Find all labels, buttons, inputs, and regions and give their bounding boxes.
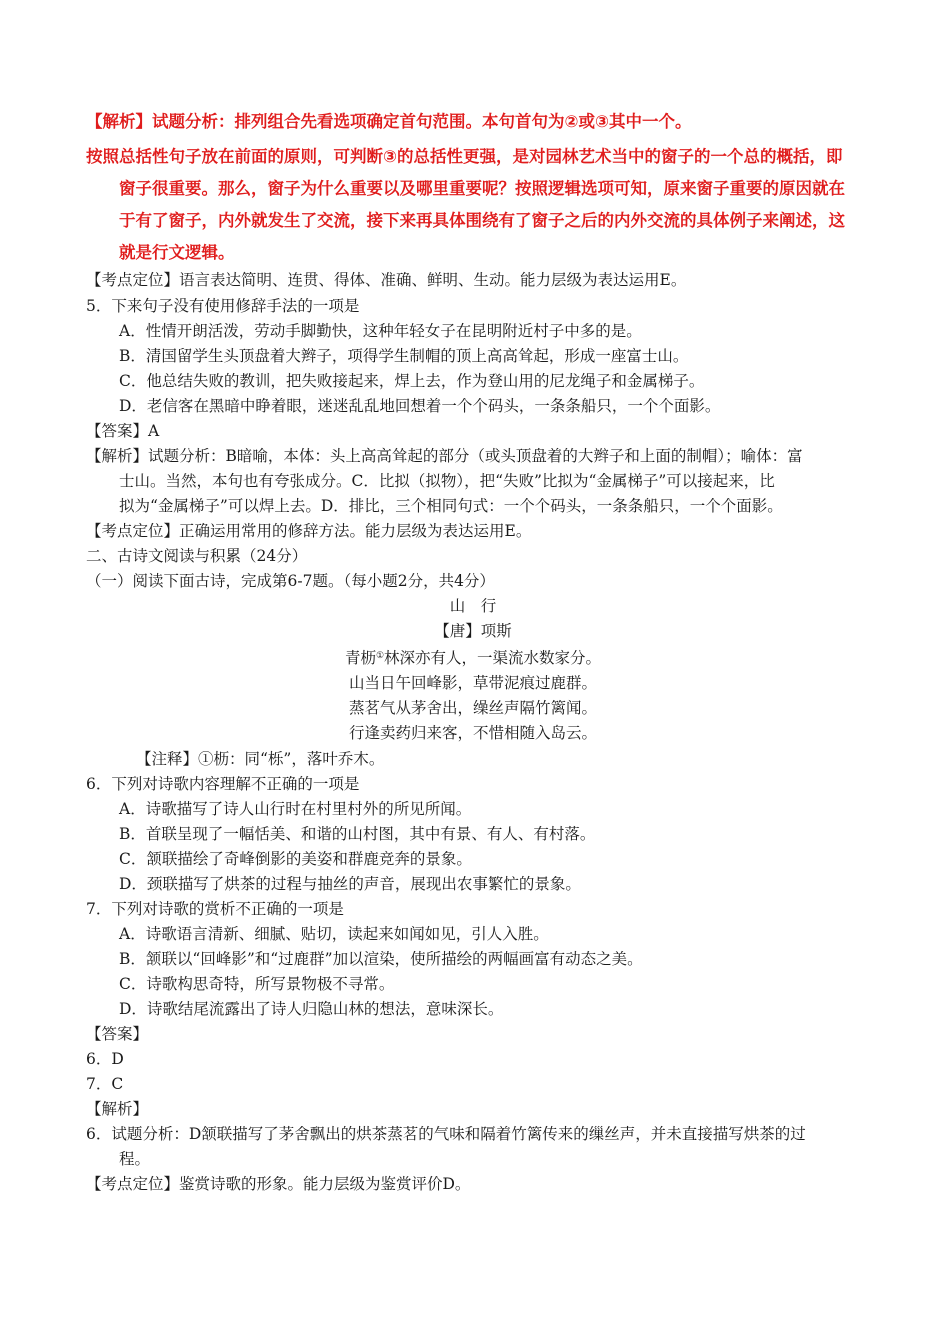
- analysis-prev-line-5: 就是行文逻辑。: [119, 243, 235, 262]
- q6-kaodian: 【考点定位】鉴赏诗歌的形象。能力层级为鉴赏评价D。: [86, 1175, 471, 1193]
- poem-title: 山 行: [449, 597, 497, 615]
- analysis-label: 【解析】: [86, 1100, 149, 1118]
- answer-7: 7．C: [86, 1075, 124, 1093]
- q5-analysis-line-2: 士山。当然，本句也有夸张成分。C．比拟（拟物），把“失败”比拟为“金属梯子”可以接起来，比: [119, 472, 775, 490]
- q5-option-b: B．清国留学生头顶盘着大辫子，项得学生制帽的顶上高高耸起，形成一座富士山。: [119, 347, 689, 365]
- poem-line-1: [0, 647, 948, 669]
- q7-option-d: D．诗歌结尾流露出了诗人归隐山林的想法，意味深长。: [119, 1000, 504, 1018]
- q7-stem: 7．下列对诗歌的赏析不正确的一项是: [86, 900, 344, 918]
- analysis-prev-line-3: 窗子很重要。那么，窗子为什么重要以及哪里重要呢？按照逻辑选项可知，原来窗子重要的原因就在: [119, 179, 845, 198]
- answer-6: 6．D: [86, 1050, 124, 1068]
- q7-option-c: C．诗歌构思奇特，所写景物极不寻常。: [119, 975, 395, 993]
- q5-option-d: D．老信客在黑暗中睁着眼，迷迷乱乱地回想着一个个码头，一条条船只，一个个面影。: [119, 397, 721, 415]
- q6-option-b: B．首联呈现了一幅恬美、和谐的山村图，其中有景、有人、有村落。: [119, 825, 596, 843]
- poem-line-3: 蒸茗气从茅舍出，缲丝声隔竹篱闻。: [348, 699, 597, 717]
- poem-line-4: 行逢卖药归来客，不惜相随入岛云。: [348, 724, 597, 742]
- q5-answer: 【答案】A: [86, 422, 160, 440]
- poem-author: 【唐】项斯: [434, 622, 512, 640]
- q6-stem: 6．下列对诗歌内容理解不正确的一项是: [86, 775, 360, 793]
- section-2-heading: 二、古诗文阅读与积累（24分）: [86, 547, 308, 565]
- q5-option-a: A．性情开朗活泼，劳动手脚勤快，这种年轻女子在昆明附近村子中多的是。: [119, 322, 642, 340]
- q5-analysis-line-1: 【解析】试题分析：B暗喻，本体：头上高高耸起的部分（或头顶盘着的大辫子和上面的制帽）；喻体：富: [86, 447, 803, 465]
- analysis-prev-line-2: 按照总括性句子放在前面的原则，可判断③的总括性更强，是对园林艺术当中的窗子的一个总的概括，即: [86, 147, 843, 166]
- q5-option-c: C．他总结失败的教训，把失败接起来，焊上去，作为登山用的尼龙绳子和金属梯子。: [119, 372, 705, 390]
- q7-option-a: A．诗歌语言清新、细腻、贴切，读起来如闻如见，引人入胜。: [119, 925, 549, 943]
- poem-note-marker: ①: [375, 651, 385, 661]
- answer-label: 【答案】: [86, 1025, 149, 1043]
- section-2-sub-1: （一）阅读下面古诗，完成第6-7题。（每小题2分，共4分）: [86, 572, 495, 590]
- q6-option-a: A．诗歌描写了诗人山行时在村里村外的所见所闻。: [119, 800, 472, 818]
- q6-analysis-line-2: 程。: [119, 1150, 151, 1168]
- q7-option-b: B．颔联以“回峰影”和“过鹿群”加以渲染，使所描绘的两幅画富有动态之美。: [119, 950, 643, 968]
- poem-line-2: 山当日午回峰影，草带泥痕过鹿群。: [348, 674, 597, 692]
- q6-analysis-line-1: 6．试题分析：D颔联描写了茅舍飘出的烘茶蒸茗的气味和隔着竹篱传来的缫丝声，并未直接描写烘茶的过: [86, 1125, 806, 1143]
- q6-option-d: D．颈联描写了烘茶的过程与抽丝的声音，展现出农事繁忙的景象。: [119, 875, 581, 893]
- q5-stem: 5．下来句子没有使用修辞手法的一项是: [86, 297, 360, 315]
- q6-option-c: C．颔联描绘了奇峰倒影的美姿和群鹿竞奔的景象。: [119, 850, 472, 868]
- q5-analysis-line-3: 拟为“金属梯子”可以焊上去。D．排比，三个相同句式：一个个码头，一条条船只，一个个面影。: [119, 497, 783, 515]
- poem-line-1a: 青枥: [344, 649, 376, 667]
- q5-kaodian: 【考点定位】正确运用常用的修辞方法。能力层级为表达运用E。: [86, 522, 532, 540]
- analysis-prev-line-1: 【解析】试题分析：排列组合先看选项确定首句范围。本句首句为②或③其中一个。: [86, 112, 692, 131]
- kaodian-4: 【考点定位】语言表达简明、连贯、得体、准确、鲜明、生动。能力层级为表达运用E。: [86, 271, 687, 289]
- analysis-prev-line-4: 于有了窗子，内外就发生了交流，接下来再具体围绕有了窗子之后的内外交流的具体例子来阐述，这: [119, 211, 845, 230]
- poem-line-1b: 林深亦有人，一渠流水数家分。: [384, 649, 602, 667]
- poem-note: 【注释】①枥：同“栎”，落叶乔木。: [136, 750, 385, 768]
